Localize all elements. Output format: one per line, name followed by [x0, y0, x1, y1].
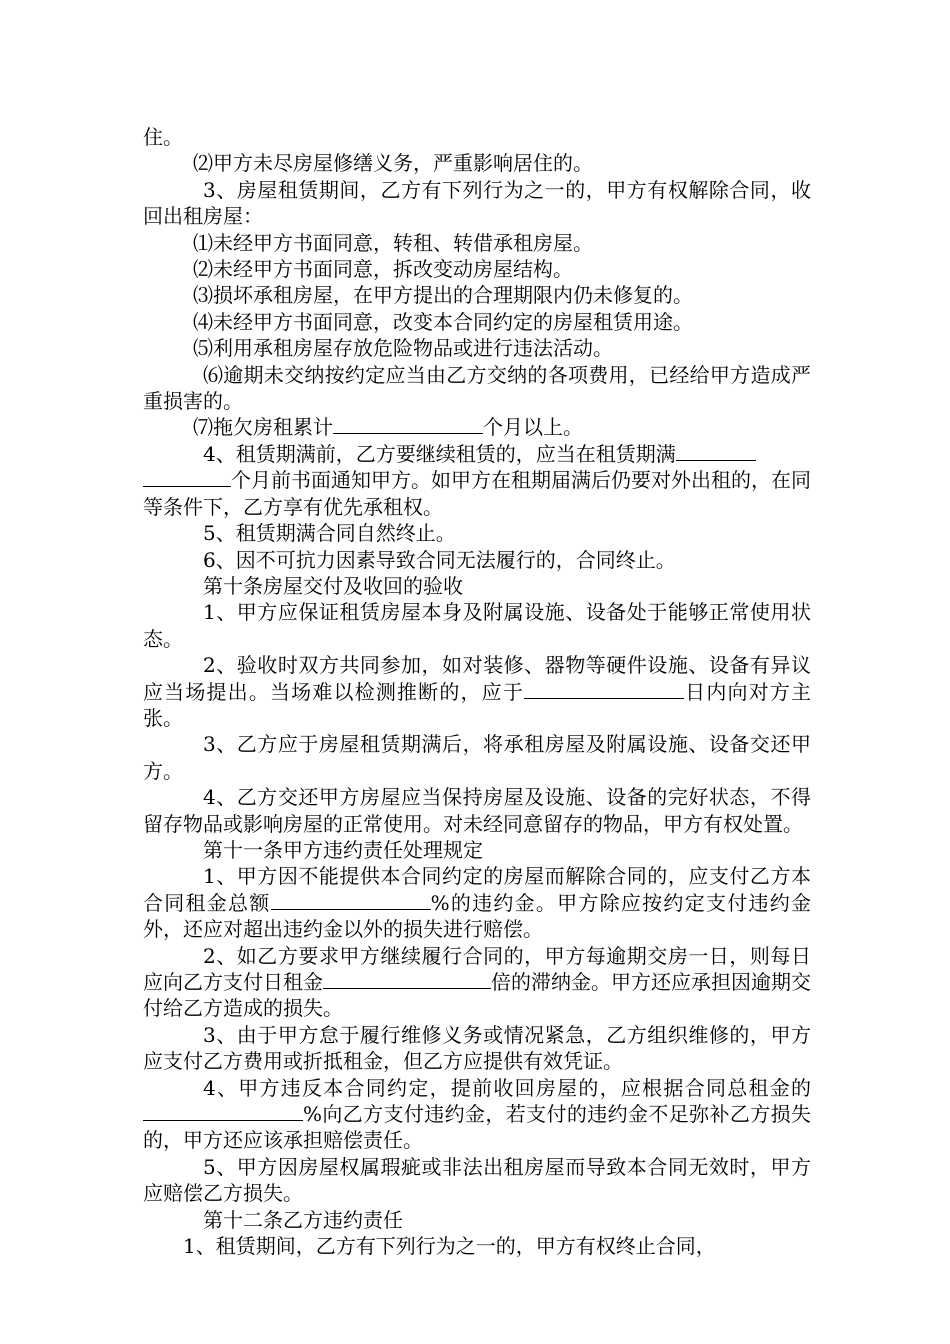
- article-11-4: 4、甲方违反本合同约定，提前收回房屋的，应根据合同总租金的%向乙方支付违约金，若支付的违约金不足弥补乙方损失的，甲方还应该承担赔偿责任。: [143, 1075, 811, 1153]
- article-11-2: 2、如乙方要求甲方继续履行合同的，甲方每逾期交房一日，则每日应向乙方支付日租金 倍的滞纳金。甲方还应承担因逾期交付给乙方造成的损失。: [143, 943, 811, 1021]
- blank-days: [524, 680, 684, 699]
- document-page: [143, 124, 811, 1259]
- item-3-1: ⑴未经甲方书面同意，转租、转借承租房屋。: [193, 230, 593, 255]
- blank-notice-cont: [143, 468, 231, 487]
- clause-5: 5、租赁期满合同自然终止。: [203, 521, 456, 546]
- blank-notice: [676, 442, 756, 461]
- item-3-4: ⑷未经甲方书面同意，改变本合同约定的房屋租赁用途。: [193, 309, 693, 334]
- article-12-1: 1、租赁期间，乙方有下列行为之一的，甲方有权终止合同，: [183, 1234, 716, 1259]
- blank-percent-2: [143, 1102, 303, 1121]
- item-3-6: ⑹逾期未交纳按约定应当由乙方交纳的各项费用，已经给甲方造成严重损害的。: [143, 362, 811, 414]
- article-10-heading: 第十条房屋交付及收回的验收: [203, 573, 463, 598]
- blank-percent-1: [271, 891, 431, 910]
- article-11-1: 1、甲方因不能提供本合同约定的房屋而解除合同的，应支付乙方本合同租金总额 %的违约金。甲方除应按约定支付违约金外，还应对超出违约金以外的损失进行赔偿。: [143, 864, 811, 942]
- item-3-2: ⑵未经甲方书面同意，拆改变动房屋结构。: [193, 257, 573, 282]
- clause-6: 6、因不可抗力因素导致合同无法履行的，合同终止。: [203, 547, 676, 572]
- clause-4: 4、租赁期满前，乙方要继续租赁的，应当在租赁期满 个月前书面通知甲方。如甲方在租期届满后仍要对外出租的，在同等条件下，乙方享有优先承租权。: [143, 441, 811, 519]
- item-3-5: ⑸利用承租房屋存放危险物品或进行违法活动。: [193, 336, 613, 361]
- item-3-3: ⑶损坏承租房屋，在甲方提出的合理期限内仍未修复的。: [193, 283, 693, 308]
- article-11-5: 5、甲方因房屋权属瑕疵或非法出租房屋而导致本合同无效时，甲方应赔偿乙方损失。: [143, 1154, 811, 1206]
- article-10-3: 3、乙方应于房屋租赁期满后，将承租房屋及附属设施、设备交还甲方。: [143, 732, 811, 783]
- article-12-heading: 第十二条乙方违约责任: [203, 1207, 403, 1232]
- clause-3: 3、房屋租赁期间，乙方有下列行为之一的，甲方有权解除合同，收回出租房屋：: [143, 177, 811, 229]
- article-11-heading: 第十一条甲方违约责任处理规定: [203, 837, 483, 862]
- item-2: ⑵甲方未尽房屋修缮义务，严重影响居住的。: [193, 151, 593, 176]
- line-1: 住。: [143, 125, 183, 149]
- blank-multiple: [323, 970, 491, 989]
- article-10-2: 2、验收时双方共同参加，如对装修、器物等硬件设施、设备有异议应当场提出。当场难以检测推断的，应于 日内向对方主张。: [143, 653, 812, 730]
- item-3-7: ⑺拖欠房租累计 个月以上。: [193, 415, 583, 440]
- article-11-3: 3、由于甲方怠于履行维修义务或情况紧急，乙方组织维修的，甲方应支付乙方费用或折抵租金，但乙方应提供有效凭证。: [143, 1022, 811, 1074]
- article-10-1: 1、甲方应保证租赁房屋本身及附属设施、设备处于能够正常使用状态。: [143, 600, 811, 651]
- article-10-4: 4、乙方交还甲方房屋应当保持房屋及设施、设备的完好状态，不得留存物品或影响房屋的正常使用。对未经同意留存的物品，甲方有权处置。: [143, 785, 811, 836]
- blank-months: [333, 415, 483, 434]
